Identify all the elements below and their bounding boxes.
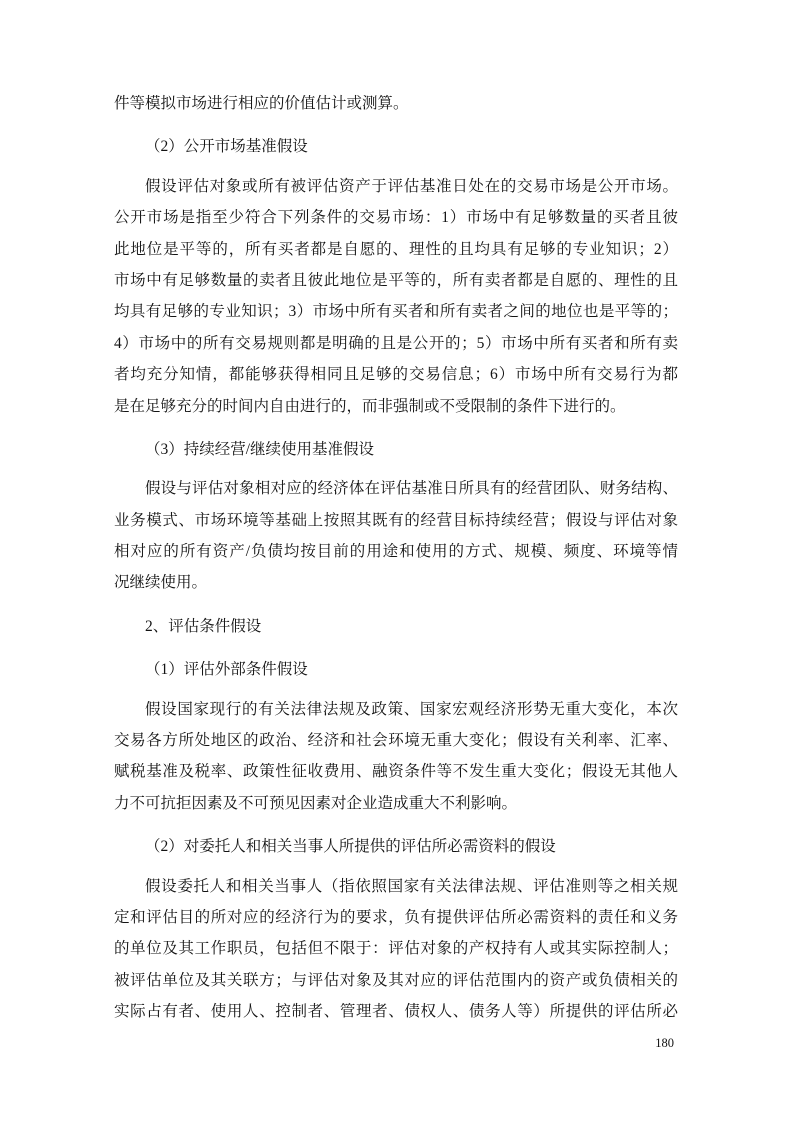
paragraph-line: 赋税基准及税率、政策性征收费用、融资条件等不发生重大变化；假设无其他人 xyxy=(114,763,678,781)
paragraph-line: 的单位及其工作职员，包括但不限于：评估对象的产权持有人或其实际控制人； xyxy=(114,940,678,958)
paragraph-line: 假设委托人和相关当事人（指依照国家有关法律法规、评估准则等之相关规 xyxy=(145,877,678,895)
paragraph-line: 者均充分知情，都能够获得相同且足够的交易信息；6）市场中所有交易行为都 xyxy=(114,366,678,384)
section-heading: （1）评估外部条件假设 xyxy=(145,661,308,679)
paragraph-line: 业务模式、市场环境等基础上按照其既有的经营目标持续经营；假设与评估对象 xyxy=(114,511,678,529)
paragraph-line: 况继续使用。 xyxy=(114,574,208,592)
paragraph-line: 市场中有足够数量的卖者且彼此地位是平等的，所有卖者都是自愿的、理性的且 xyxy=(114,271,678,289)
paragraph-line: 假设与评估对象相对应的经济体在评估基准日所具有的经营团队、财务结构、 xyxy=(145,480,678,498)
paragraph-line: 假设国家现行的有关法律法规及政策、国家宏观经济形势无重大变化，本次 xyxy=(145,700,678,718)
section-heading: （3）持续经营/继续使用基准假设 xyxy=(145,440,375,458)
section-heading: （2）公开市场基准假设 xyxy=(145,138,308,156)
paragraph-line: 定和评估目的所对应的经济行为的要求，负有提供评估所必需资料的责任和义务 xyxy=(114,908,678,926)
paragraph-line: 均具有足够的专业知识；3）市场中所有买者和所有卖者之间的地位也是平等的； xyxy=(114,303,678,321)
paragraph-line: 实际占有者、使用人、控制者、管理者、债权人、债务人等）所提供的评估所必 xyxy=(114,1003,678,1021)
paragraph-line: 是在足够充分的时间内自由进行的，而非强制或不受限制的条件下进行的。 xyxy=(114,397,626,415)
paragraph-line: 交易各方所处地区的政治、经济和社会环境无重大变化；假设有关利率、汇率、 xyxy=(114,732,678,750)
page-content xyxy=(114,88,678,1028)
paragraph-line: 力不可抗拒因素及不可预见因素对企业造成重大不利影响。 xyxy=(114,794,518,812)
section-heading: （2）对委托人和相关当事人所提供的评估所必需资料的假设 xyxy=(145,838,556,856)
paragraph-line: 相对应的所有资产/负债均按目前的用途和使用的方式、规模、频度、环境等情 xyxy=(114,543,678,561)
paragraph-line: 假设评估对象或所有被评估资产于评估基准日处在的交易市场是公开市场。 xyxy=(145,177,678,195)
paragraph-line: 件等模拟市场进行相应的价值估计或测算。 xyxy=(114,95,409,112)
paragraph-line: 公开市场是指至少符合下列条件的交易市场：1）市场中有足够数量的买者且彼 xyxy=(114,209,678,227)
paragraph-line: 被评估单位及其关联方；与评估对象及其对应的评估范围内的资产或负债相关的 xyxy=(114,971,678,989)
page-number: 180 xyxy=(655,1036,674,1050)
paragraph-line: 4）市场中的所有交易规则都是明确的且是公开的；5）市场中所有买者和所有卖 xyxy=(114,334,678,352)
paragraph-line: 此地位是平等的，所有买者都是自愿的、理性的且均具有足够的专业知识；2） xyxy=(114,240,678,258)
section-heading: 2、评估条件假设 xyxy=(145,617,262,635)
